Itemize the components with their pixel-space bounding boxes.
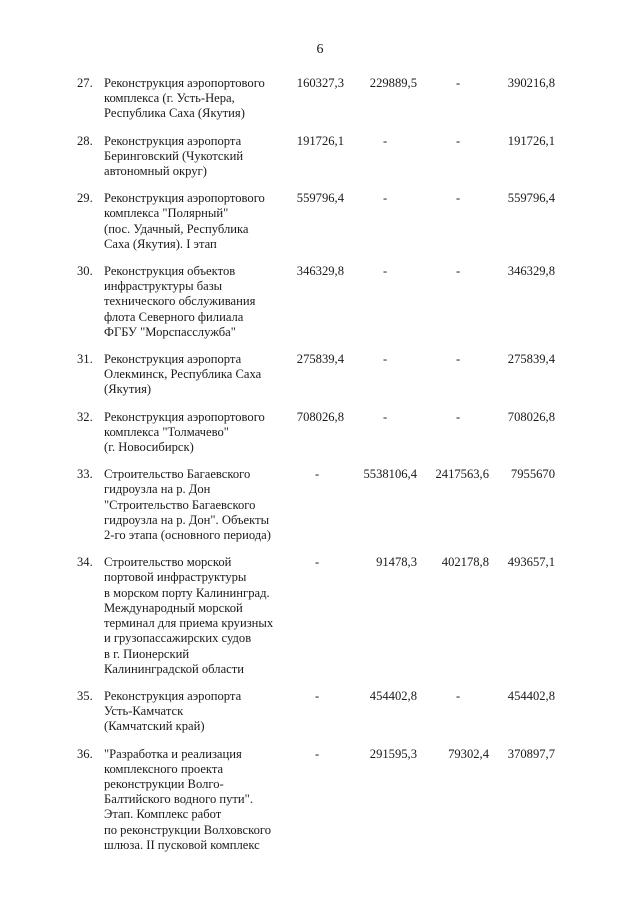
value-col-2: 91478,3 (376, 555, 417, 570)
value-col-3: - (456, 133, 461, 148)
project-name-line: Республика Саха (Якутия) (104, 106, 245, 121)
project-name-line: Реконструкция аэропорта (104, 688, 242, 703)
value-col-1: 708026,8 (296, 409, 344, 424)
project-name (104, 747, 286, 853)
project-name-line: Олекминск, Республика Саха (104, 367, 262, 382)
row-number: 32. (77, 409, 93, 424)
project-name-line: шлюза. II пусковой комплекс (104, 837, 260, 852)
value-col-4: 454402,8 (507, 688, 555, 703)
value-col-1: 346329,8 (296, 264, 344, 279)
project-name-line: ФГБУ "Морспасслужба" (104, 324, 236, 339)
value-col-3: - (456, 409, 461, 424)
value-col-2: - (383, 409, 388, 424)
value-col-4: 559796,4 (507, 191, 555, 206)
table-row (0, 352, 640, 398)
value-col-2: - (383, 191, 388, 206)
project-name-line: Калининградской области (104, 661, 244, 676)
project-name-line: (г. Новосибирск) (104, 440, 194, 455)
page-number: 6 (316, 42, 324, 57)
project-name-line: по реконструкции Волховского (104, 822, 272, 837)
value-col-1: - (315, 555, 320, 570)
value-col-2: 5538106,4 (363, 467, 417, 482)
project-name-line: "Строительство Багаевского (104, 497, 256, 512)
value-col-4: 191726,1 (507, 133, 555, 148)
value-col-2: 229889,5 (369, 76, 417, 90)
value-col-3: - (456, 264, 461, 279)
project-name-line: Строительство морской (104, 555, 232, 570)
project-name-line: автономный округ) (104, 164, 207, 179)
project-name-line: Реконструкция объектов (104, 264, 236, 279)
table-row (0, 410, 640, 456)
value-col-2: - (383, 264, 388, 279)
project-name-line: Реконструкция аэропортового (104, 409, 265, 424)
table-row (0, 191, 640, 252)
project-name-line: (Якутия) (104, 382, 152, 397)
project-name-line: портовой инфраструктуры (104, 570, 247, 585)
project-name-line: гидроузла на р. Дон". Объекты (104, 512, 270, 527)
project-name-line: в г. Пионерский (104, 646, 190, 661)
table-row (0, 134, 640, 180)
value-col-1: 191726,1 (296, 133, 344, 148)
project-name-line: Реконструкция аэропортового (104, 76, 265, 90)
project-name-line: комплекса "Толмачево" (104, 424, 229, 439)
project-name-line: Этап. Комплекс работ (104, 807, 222, 822)
project-name-line: Строительство Багаевского (104, 467, 251, 482)
project-name (104, 555, 286, 677)
value-col-3: - (456, 688, 461, 703)
project-name-line: комплексного проекта (104, 761, 224, 776)
project-name-line: и грузопассажирских судов (104, 631, 252, 646)
value-col-4: 370897,7 (507, 746, 555, 761)
project-name-line: (Камчатский край) (104, 719, 205, 734)
project-name-line: Реконструкция аэропортового (104, 191, 265, 206)
value-col-4: 275839,4 (507, 352, 555, 367)
value-col-4: 493657,1 (507, 555, 555, 570)
project-name-line: Усть-Камчатск (104, 704, 184, 719)
value-col-3: 402178,8 (441, 555, 489, 570)
project-name-line: Реконструкция аэропорта (104, 133, 242, 148)
table-row (0, 467, 640, 543)
project-name-line: комплекса "Полярный" (104, 206, 229, 221)
value-col-2: - (383, 352, 388, 367)
project-name-line: инфраструктуры базы (104, 279, 223, 294)
project-name-line: (пос. Удачный, Республика (104, 221, 249, 236)
row-number: 29. (77, 191, 93, 206)
table-row (0, 264, 640, 340)
value-col-4: 708026,8 (507, 409, 555, 424)
project-name-line: Балтийского водного пути". (104, 792, 253, 807)
value-col-2: - (383, 133, 388, 148)
project-name-line: реконструкции Волго- (104, 776, 224, 791)
project-name (104, 689, 286, 735)
project-name-line: Беринговский (Чукотский (104, 148, 244, 163)
project-name-line: гидроузла на р. Дон (104, 482, 211, 497)
table-row (0, 555, 640, 677)
value-col-1: 275839,4 (296, 352, 344, 367)
row-number: 33. (77, 467, 93, 482)
project-name-line: в морском порту Калининград. (104, 585, 270, 600)
value-col-1: - (315, 467, 320, 482)
table-row (0, 689, 640, 735)
value-col-4: 7955670 (510, 467, 555, 482)
value-col-3: - (456, 191, 461, 206)
row-number: 28. (77, 133, 93, 148)
row-number: 31. (77, 352, 93, 367)
project-name-line: технического обслуживания (104, 294, 256, 309)
row-number: 27. (77, 76, 93, 90)
project-name-line: терминал для приема круизных (104, 616, 274, 631)
project-name (104, 76, 286, 122)
value-col-3: 2417563,6 (435, 467, 489, 482)
project-name-line: Международный морской (104, 600, 243, 615)
project-name-line: Саха (Якутия). I этап (104, 236, 217, 251)
value-col-1: - (315, 746, 320, 761)
value-col-1: 559796,4 (296, 191, 344, 206)
project-name (104, 191, 286, 252)
value-col-1: - (315, 688, 320, 703)
value-col-3: - (456, 352, 461, 367)
project-name (104, 264, 286, 340)
value-col-2: 291595,3 (369, 746, 417, 761)
project-name (104, 352, 286, 398)
value-col-4: 390216,8 (507, 76, 555, 90)
row-number: 30. (77, 264, 93, 279)
row-number: 34. (77, 555, 93, 570)
project-name (104, 410, 286, 456)
value-col-4: 346329,8 (507, 264, 555, 279)
project-name-line: флота Северного филиала (104, 309, 244, 324)
table-row (0, 747, 640, 853)
row-number: 36. (77, 746, 93, 761)
project-name (104, 467, 286, 543)
project-table (0, 76, 640, 865)
table-row (0, 76, 640, 122)
value-col-1: 160327,3 (296, 76, 344, 90)
value-col-3: - (456, 76, 461, 90)
project-name-line: "Разработка и реализация (104, 746, 242, 761)
row-number: 35. (77, 688, 93, 703)
project-name-line: комплекса (г. Усть-Нера, (104, 91, 235, 106)
value-col-3: 79302,4 (448, 746, 489, 761)
value-col-2: 454402,8 (369, 688, 417, 703)
project-name-line: 2-го этапа (основного периода) (104, 528, 271, 543)
project-name (104, 134, 286, 180)
project-name-line: Реконструкция аэропорта (104, 352, 242, 367)
